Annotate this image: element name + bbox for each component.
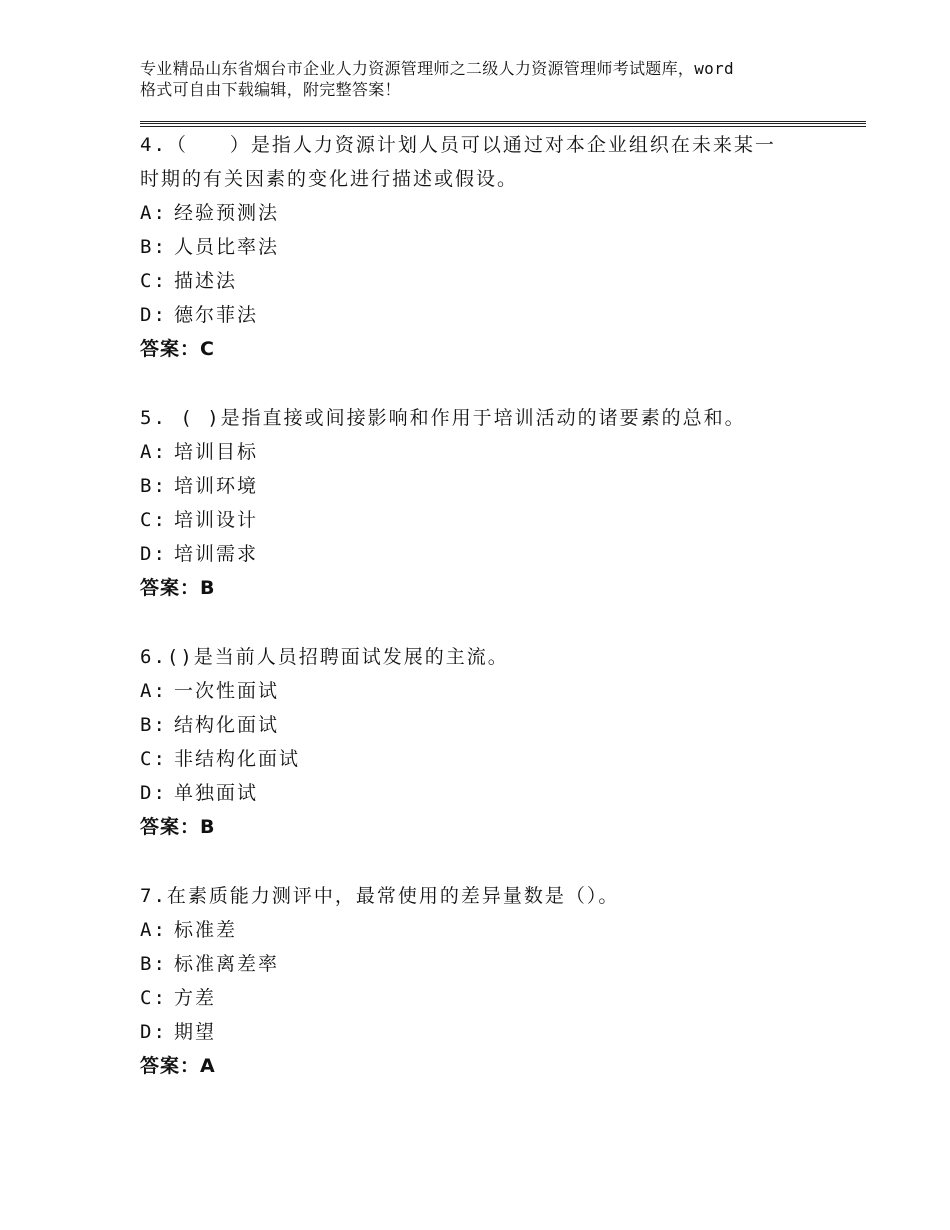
option-b — [140, 230, 840, 264]
option-letter: B: — [140, 714, 167, 736]
option-b — [140, 708, 840, 742]
question-stem: 7.在素质能力测评中，最常使用的差异量数是（）。 — [140, 885, 620, 907]
option-text: 经验预测法 — [174, 202, 280, 224]
option-letter: A: — [140, 441, 167, 463]
option-text: 培训设计 — [174, 509, 259, 531]
header-line-2: 格式可自由下载编辑，附完整答案！ — [140, 80, 401, 99]
option-text: 标准差 — [174, 919, 238, 941]
question-stem: 4.（ ）是指人力资源计划人员可以通过对本企业组织在未来某一 — [140, 134, 776, 156]
option-letter: B: — [140, 953, 167, 975]
header-line-1: 专业精品山东省烟台市企业人力资源管理师之二级人力资源管理师考试题库，word — [140, 59, 734, 78]
option-d — [140, 1015, 840, 1049]
option-d — [140, 776, 840, 810]
option-letter: C: — [140, 270, 167, 292]
option-c — [140, 503, 840, 537]
question-6 — [140, 640, 840, 844]
option-letter: D: — [140, 304, 167, 326]
option-text: 描述法 — [174, 270, 238, 292]
option-text: 非结构化面试 — [174, 748, 301, 770]
option-d — [140, 298, 840, 332]
question-stem: 6.()是当前人员招聘面试发展的主流。 — [140, 646, 509, 668]
option-letter: A: — [140, 680, 167, 702]
option-text: 培训需求 — [174, 543, 259, 565]
option-text: 单独面试 — [174, 782, 259, 804]
question-stem: 5. ( )是指直接或间接影响和作用于培训活动的诸要素的总和。 — [140, 407, 746, 429]
option-a — [140, 196, 840, 230]
option-a — [140, 913, 840, 947]
answer-label: 答案：B — [140, 816, 216, 838]
header-divider — [140, 121, 866, 127]
document-header — [140, 58, 820, 100]
option-letter: A: — [140, 919, 167, 941]
option-letter: B: — [140, 475, 167, 497]
option-text: 人员比率法 — [174, 236, 280, 258]
option-text: 结构化面试 — [174, 714, 280, 736]
option-letter: A: — [140, 202, 167, 224]
option-c — [140, 981, 840, 1015]
answer-label: 答案：C — [140, 338, 215, 360]
option-text: 培训目标 — [174, 441, 259, 463]
question-list — [140, 128, 840, 1118]
option-text: 德尔菲法 — [174, 304, 259, 326]
option-a — [140, 674, 840, 708]
answer-label: 答案：A — [140, 1055, 216, 1077]
option-letter: D: — [140, 782, 167, 804]
option-text: 培训环境 — [174, 475, 259, 497]
option-letter: C: — [140, 509, 167, 531]
option-a — [140, 435, 840, 469]
question-5 — [140, 401, 840, 605]
option-b — [140, 947, 840, 981]
option-text: 方差 — [174, 987, 217, 1009]
option-text: 标准离差率 — [174, 953, 280, 975]
option-b — [140, 469, 840, 503]
option-c — [140, 742, 840, 776]
answer-label: 答案：B — [140, 577, 216, 599]
option-text: 期望 — [174, 1021, 217, 1043]
option-letter: B: — [140, 236, 167, 258]
option-letter: C: — [140, 748, 167, 770]
option-letter: D: — [140, 1021, 167, 1043]
option-letter: D: — [140, 543, 167, 565]
option-letter: C: — [140, 987, 167, 1009]
question-stem: 时期的有关因素的变化进行描述或假设。 — [140, 168, 519, 190]
option-text: 一次性面试 — [174, 680, 280, 702]
option-c — [140, 264, 840, 298]
question-7 — [140, 879, 840, 1083]
option-d — [140, 537, 840, 571]
question-4 — [140, 128, 840, 366]
